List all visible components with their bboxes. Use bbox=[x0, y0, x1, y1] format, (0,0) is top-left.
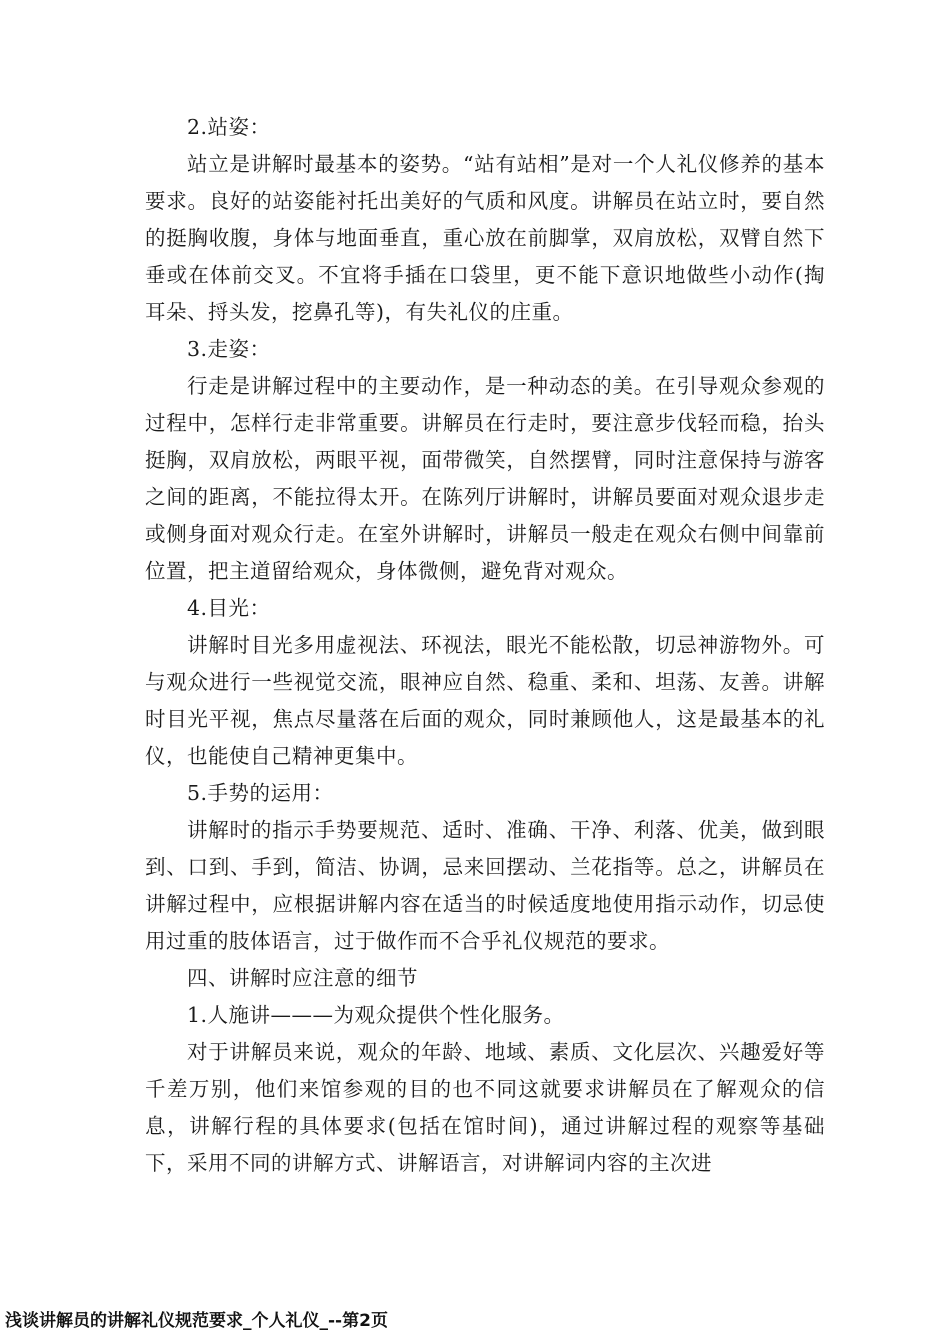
paragraph-gestures: 讲解时的指示手势要规范、适时、准确、干净、利落、优美，做到眼到、口到、手到，简洁、协调，忌来回摆动、兰花指等。总之，讲解员在讲解过程中，应根据讲解内容在适当的时候适度地使用指示动作，切忌使用过重的肢体语言，过于做作而不合乎礼仪规范的要求。 bbox=[145, 818, 825, 953]
paragraph-walking: 行走是讲解过程中的主要动作，是一种动态的美。在引导观众参观的过程中，怎样行走非常重要。讲解员在行走时，要注意步伐轻而稳，抬头挺胸，双肩放松，两眼平视，面带微笑，自然摆臂，同时注意保持与游客之间的距离，不能拉得太开。在陈列厅讲解时，讲解员要面对观众退步走或侧身面对观众行走。在室外讲解时，讲解员一般走在观众右侧中间靠前位置，把主道留给观众，身体微侧，避免背对观众。 bbox=[145, 374, 825, 583]
page-footer: 浅谈讲解员的讲解礼仪规范要求_个人礼仪_--第2页 bbox=[5, 1311, 388, 1331]
section-heading-gaze: 4.目光： bbox=[187, 596, 271, 620]
paragraph-personalized: 对于讲解员来说，观众的年龄、地域、素质、文化层次、兴趣爱好等千差万别，他们来馆参观的目的也不同这就要求讲解员在了解观众的信息，讲解行程的具体要求(包括在馆时间)，通过讲解过程的观察等基础下，采用不同的讲解方式、讲解语言，对讲解词内容的主次进 bbox=[145, 1040, 825, 1175]
section-heading-walking: 3.走姿： bbox=[187, 337, 271, 361]
chapter-heading-details: 四、讲解时应注意的细节 bbox=[187, 966, 418, 990]
paragraph-gaze: 讲解时目光多用虚视法、环视法，眼光不能松散，切忌神游物外。可与观众进行一些视觉交流，眼神应自然、稳重、柔和、坦荡、友善。讲解时目光平视，焦点尽量落在后面的观众，同时兼顾他人，这是最基本的礼仪，也能使自己精神更集中。 bbox=[145, 633, 825, 768]
section-heading-standing: 2.站姿： bbox=[187, 115, 271, 139]
section-heading-gestures: 5.手势的运用： bbox=[187, 781, 334, 805]
paragraph-standing: 站立是讲解时最基本的姿势。“站有站相”是对一个人礼仪修养的基本要求。良好的站姿能衬托出美好的气质和风度。讲解员在站立时，要自然的挺胸收腹，身体与地面垂直，重心放在前脚掌，双肩放松，双臂自然下垂或在体前交叉。不宜将手插在口袋里，更不能下意识地做些小动作(掏耳朵、捋头发，挖鼻孔等)，有失礼仪的庄重。 bbox=[145, 152, 825, 324]
document-body bbox=[145, 109, 825, 1182]
section-heading-personalized: 1.人施讲———为观众提供个性化服务。 bbox=[187, 1003, 565, 1027]
